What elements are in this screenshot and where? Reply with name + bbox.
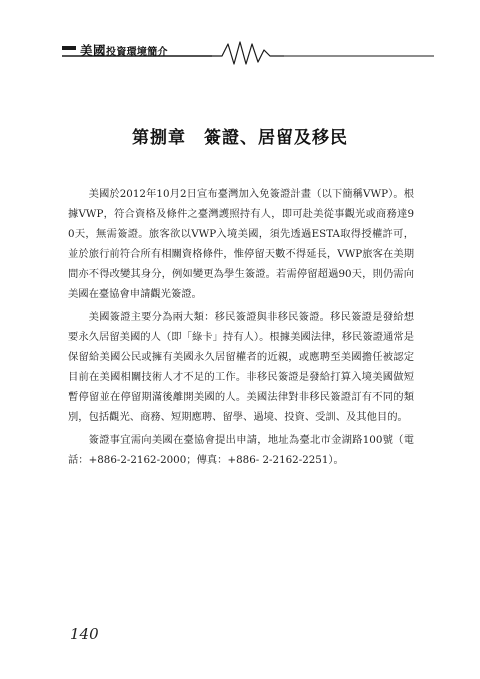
paragraph-visa-contact: 簽證事宜需向美國在臺協會提出申請，地址為臺北市金湖路100號（電話：+886-2-2162-2000；傳真：+886- 2-2162-2251）。	[68, 434, 414, 466]
running-header	[62, 36, 434, 66]
chapter-title: 第捌章 簽證、居留及移民	[132, 128, 348, 148]
body-text	[68, 184, 414, 473]
book-title-main: 美國	[80, 43, 107, 58]
book-title-sub: 投資環境簡介	[106, 47, 168, 58]
paragraph-visa-types: 美國簽證主要分為兩大類：移民簽證與非移民簽證。移民簽證是發給想要永久居留美國的人（即「綠卡」持有人）。根據美國法律，移民簽證通常是保留給美國公民或擁有美國永久居留權者的近親，或應聘至美國擔任被認定目前在美國相關技術人才不足的工作。非移民簽證是發給打算入境美國做短暫停留並在停留期滿後離開美國的人。美國法律對非移民簽證訂有不同的類別，包括觀光、商務、短期應聘、留學、過境、投資、受訓、及其他目的。	[68, 311, 414, 423]
paragraph-visa-waiver: 美國於2012年10月2日宣布臺灣加入免簽證計畫（以下簡稱VWP）。根據VWP，符合資格及條件之臺灣護照持有人，即可赴美從事觀光或商務達90天，無需簽證。旅客欲以VWP入境美國，須先透過ESTA取得授權許可，並於旅行前符合所有相關資格條件，惟停留天數不得延長，VWP旅客在美期間亦不得改變其身分，例如變更為學生簽證。若需停留超過90天，則仍需向美國在臺協會申請觀光簽證。	[68, 188, 414, 300]
running-header-title	[80, 41, 168, 59]
page-number: 140	[70, 625, 99, 643]
